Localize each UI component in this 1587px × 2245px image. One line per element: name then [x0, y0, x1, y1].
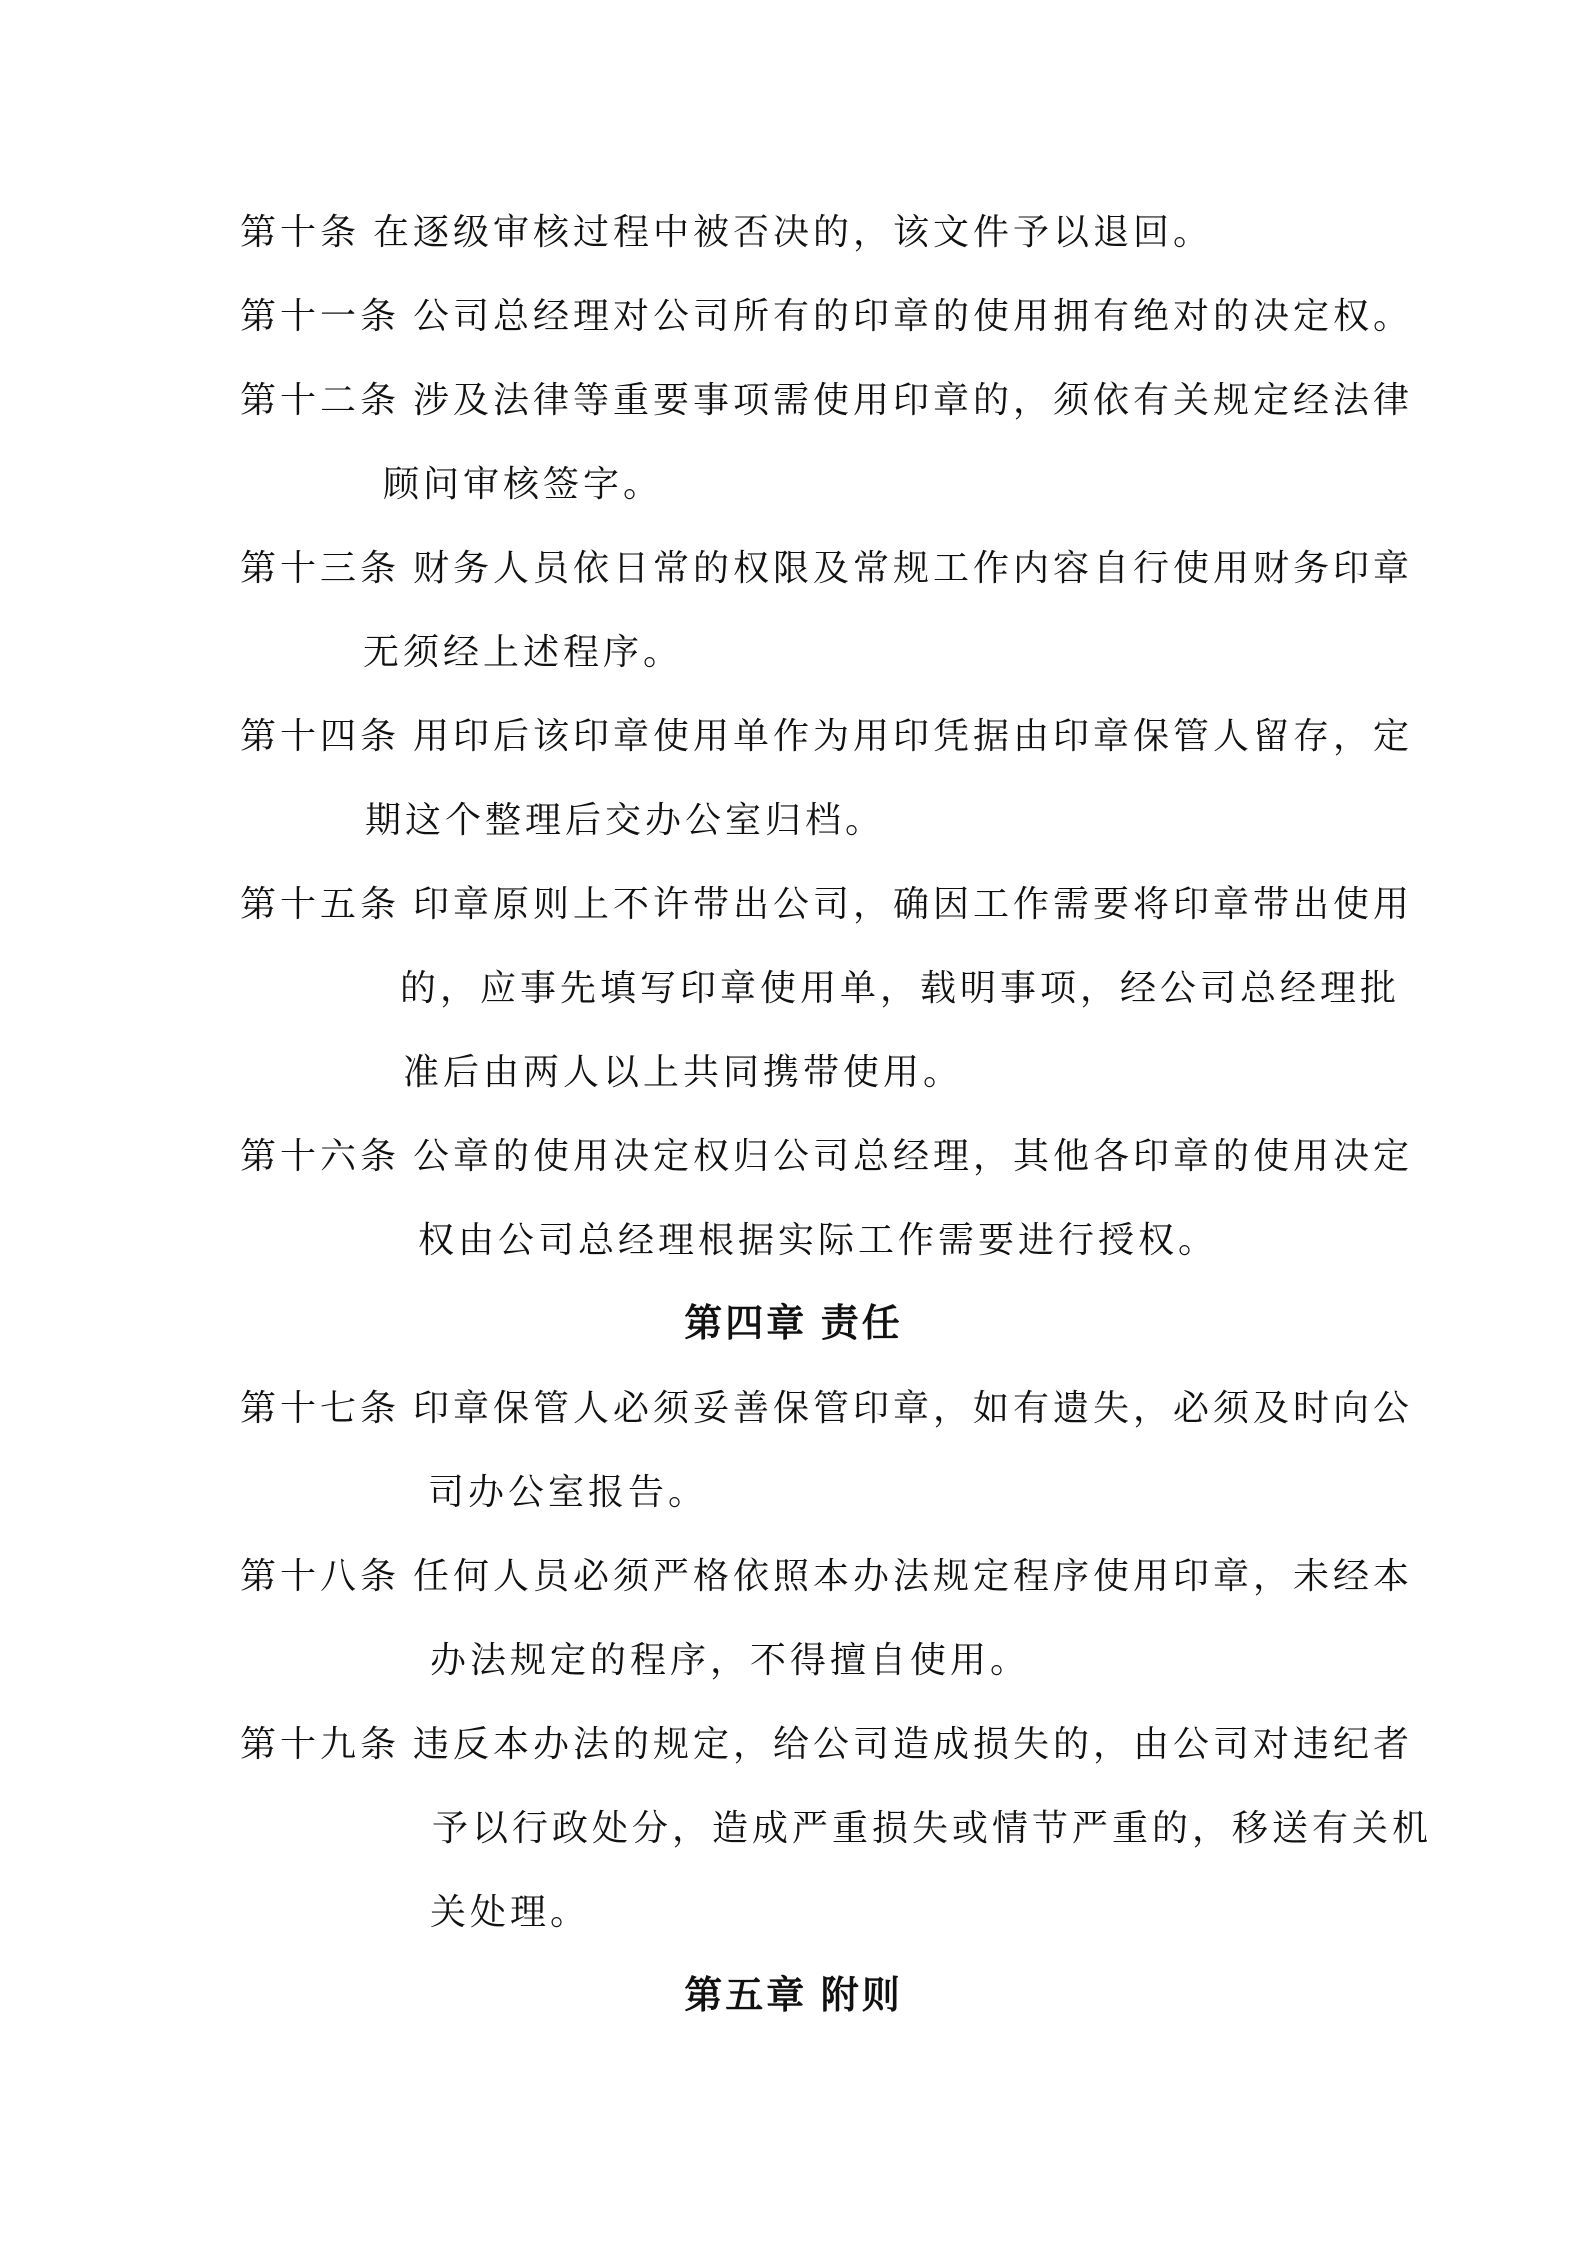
- document-line: 第十六条 公章的使用决定权归公司总经理，其他各印章的使用决定: [240, 1136, 1414, 1176]
- document-line: 权由公司总经理根据实际工作需要进行授权。: [418, 1220, 1219, 1260]
- document-line: 第十五条 印章原则上不许带出公司，确因工作需要将印章带出使用: [240, 884, 1414, 924]
- document-line: 第十九条 违反本办法的规定，给公司造成损失的，由公司对违纪者: [240, 1724, 1414, 1764]
- document-line: 的，应事先填写印章使用单，载明事项，经公司总经理批: [400, 968, 1401, 1008]
- document-line: 第十七条 印章保管人必须妥善保管印章，如有遗失，必须及时向公: [240, 1388, 1414, 1428]
- document-line: 第十八条 任何人员必须严格依照本办法规定程序使用印章，未经本: [240, 1556, 1414, 1596]
- document-line: 第十二条 涉及法律等重要事项需使用印章的，须依有关规定经法律: [240, 380, 1414, 420]
- document-line: 无须经上述程序。: [363, 632, 684, 672]
- document-line: 期这个整理后交办公室归档。: [365, 800, 886, 840]
- document-line: 第十条 在逐级审核过程中被否决的，该文件予以退回。: [240, 212, 1214, 252]
- document-content: [0, 190, 1587, 2038]
- document-line: 关处理。: [430, 1892, 591, 1932]
- document-line: 司办公室报告。: [428, 1472, 709, 1512]
- chapter-heading: 第四章 责任: [684, 1303, 903, 1345]
- document-line: 办法规定的程序，不得擅自使用。: [430, 1640, 1031, 1680]
- chapter-heading: 第五章 附则: [684, 1975, 903, 2017]
- document-line: 顾问审核签字。: [383, 464, 664, 504]
- document-line: 第十一条 公司总经理对公司所有的印章的使用拥有绝对的决定权。: [240, 296, 1414, 336]
- document-line: 第十三条 财务人员依日常的权限及常规工作内容自行使用财务印章: [240, 548, 1414, 588]
- document-line: 予以行政处分，造成严重损失或情节严重的，移送有关机: [432, 1808, 1433, 1848]
- document-line: 准后由两人以上共同携带使用。: [403, 1052, 964, 1092]
- document-line: 第十四条 用印后该印章使用单作为用印凭据由印章保管人留存，定: [240, 716, 1414, 756]
